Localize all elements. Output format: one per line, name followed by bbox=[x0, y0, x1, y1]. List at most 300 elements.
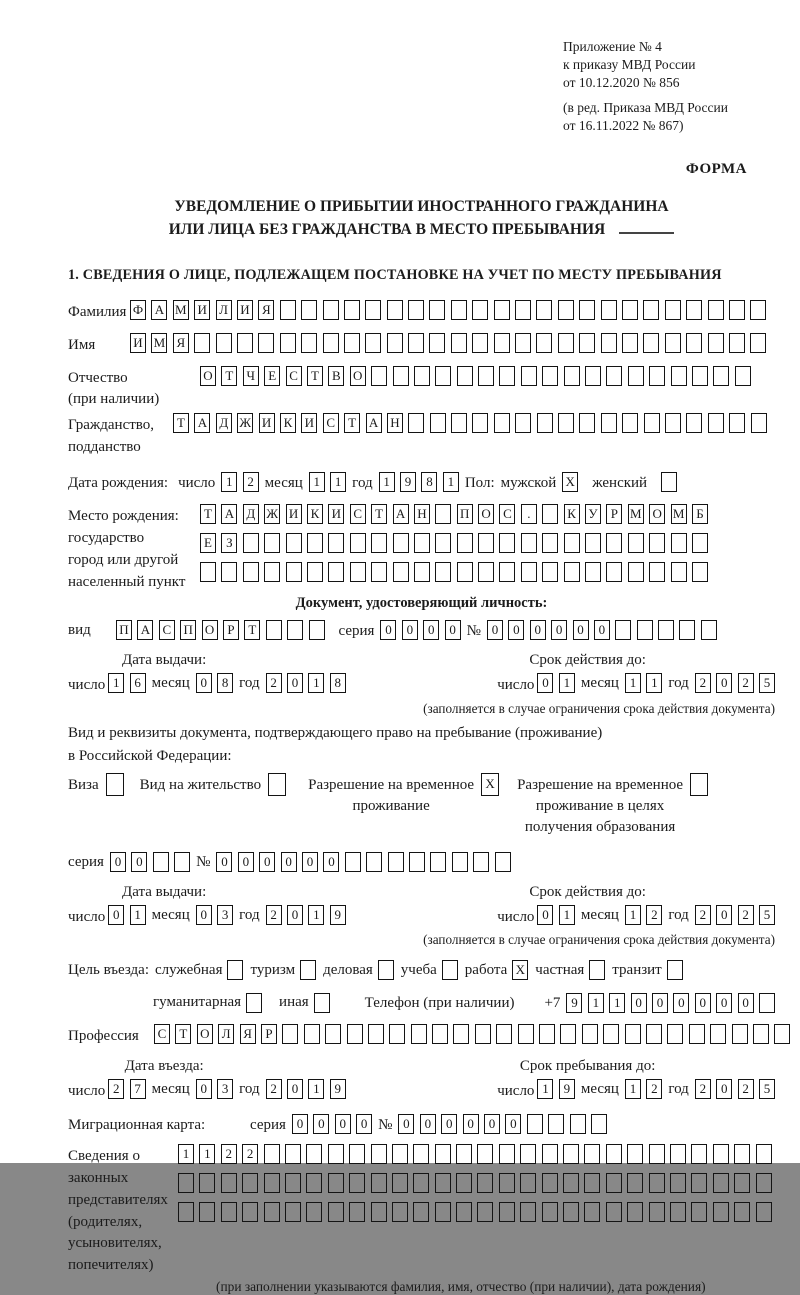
char-cell[interactable] bbox=[264, 533, 280, 553]
char-cell[interactable] bbox=[658, 620, 674, 640]
char-cell[interactable] bbox=[478, 366, 494, 386]
char-cell[interactable] bbox=[753, 1024, 769, 1044]
char-cell[interactable]: Я bbox=[258, 300, 274, 320]
char-cell[interactable]: 2 bbox=[738, 673, 754, 693]
char-cell[interactable] bbox=[691, 1173, 707, 1193]
char-cell[interactable] bbox=[643, 300, 659, 320]
char-cell[interactable]: И bbox=[194, 300, 210, 320]
char-cell[interactable] bbox=[306, 1144, 322, 1164]
char-cell[interactable] bbox=[521, 562, 537, 582]
char-cell[interactable]: 8 bbox=[421, 472, 437, 492]
char-cell[interactable] bbox=[606, 1144, 622, 1164]
char-cell[interactable] bbox=[472, 300, 488, 320]
char-cell[interactable] bbox=[564, 562, 580, 582]
char-cell[interactable] bbox=[368, 1024, 384, 1044]
char-cell[interactable] bbox=[350, 562, 366, 582]
char-cell[interactable]: Н bbox=[387, 413, 403, 433]
char-cell[interactable]: 2 bbox=[221, 1144, 237, 1164]
char-cell[interactable] bbox=[689, 1024, 705, 1044]
char-cell[interactable]: А bbox=[137, 620, 153, 640]
char-cell[interactable] bbox=[264, 1173, 280, 1193]
char-cell[interactable]: 2 bbox=[266, 673, 282, 693]
char-cell[interactable] bbox=[344, 333, 360, 353]
char-cell[interactable] bbox=[371, 366, 387, 386]
char-cell[interactable] bbox=[413, 1202, 429, 1222]
char-cell[interactable]: 1 bbox=[625, 905, 641, 925]
char-cell[interactable]: 0 bbox=[716, 673, 732, 693]
profession-input[interactable] bbox=[154, 1024, 790, 1044]
doc-issue-year[interactable] bbox=[266, 673, 346, 693]
char-cell[interactable] bbox=[413, 1173, 429, 1193]
char-cell[interactable] bbox=[237, 333, 253, 353]
char-cell[interactable] bbox=[393, 366, 409, 386]
char-cell[interactable]: 0 bbox=[573, 620, 589, 640]
residence-issue-day[interactable] bbox=[108, 905, 145, 925]
char-cell[interactable] bbox=[708, 413, 724, 433]
char-cell[interactable] bbox=[734, 1202, 750, 1222]
char-cell[interactable] bbox=[350, 533, 366, 553]
char-cell[interactable] bbox=[478, 562, 494, 582]
char-cell[interactable]: 0 bbox=[287, 1079, 303, 1099]
char-cell[interactable] bbox=[536, 333, 552, 353]
char-cell[interactable] bbox=[735, 366, 751, 386]
char-cell[interactable]: 9 bbox=[400, 472, 416, 492]
char-cell[interactable] bbox=[606, 1202, 622, 1222]
char-cell[interactable] bbox=[387, 300, 403, 320]
residence-series-input[interactable] bbox=[110, 852, 190, 872]
char-cell[interactable]: 0 bbox=[551, 620, 567, 640]
char-cell[interactable] bbox=[539, 1024, 555, 1044]
char-cell[interactable]: У bbox=[585, 504, 601, 524]
char-cell[interactable] bbox=[457, 562, 473, 582]
char-cell[interactable]: 8 bbox=[330, 673, 346, 693]
char-cell[interactable]: 0 bbox=[356, 1114, 372, 1134]
char-cell[interactable]: 0 bbox=[335, 1114, 351, 1134]
char-cell[interactable]: Т bbox=[371, 504, 387, 524]
char-cell[interactable] bbox=[691, 1144, 707, 1164]
char-cell[interactable]: 0 bbox=[420, 1114, 436, 1134]
char-cell[interactable]: 2 bbox=[243, 472, 259, 492]
char-cell[interactable]: 2 bbox=[646, 1079, 662, 1099]
doc-valid-month[interactable] bbox=[625, 673, 662, 693]
char-cell[interactable] bbox=[713, 1173, 729, 1193]
char-cell[interactable] bbox=[606, 366, 622, 386]
char-cell[interactable] bbox=[750, 333, 766, 353]
birth-year-input[interactable] bbox=[379, 472, 459, 492]
char-cell[interactable] bbox=[649, 533, 665, 553]
char-cell[interactable] bbox=[713, 1202, 729, 1222]
doc-valid-day[interactable] bbox=[537, 673, 574, 693]
char-cell[interactable] bbox=[371, 1173, 387, 1193]
char-cell[interactable] bbox=[527, 1114, 543, 1134]
purpose-work-checkbox[interactable] bbox=[512, 960, 528, 980]
char-cell[interactable] bbox=[542, 1173, 558, 1193]
char-cell[interactable] bbox=[520, 1202, 536, 1222]
char-cell[interactable]: О bbox=[200, 366, 216, 386]
char-cell[interactable] bbox=[585, 533, 601, 553]
char-cell[interactable] bbox=[670, 1173, 686, 1193]
char-cell[interactable]: Л bbox=[218, 1024, 234, 1044]
char-cell[interactable] bbox=[499, 366, 515, 386]
char-cell[interactable] bbox=[435, 504, 451, 524]
char-cell[interactable]: 0 bbox=[738, 993, 754, 1013]
char-cell[interactable] bbox=[453, 1024, 469, 1044]
char-cell[interactable] bbox=[264, 1202, 280, 1222]
char-cell[interactable] bbox=[477, 1144, 493, 1164]
char-cell[interactable] bbox=[286, 562, 302, 582]
char-cell[interactable] bbox=[591, 1114, 607, 1134]
char-cell[interactable] bbox=[264, 562, 280, 582]
char-cell[interactable] bbox=[622, 413, 638, 433]
char-cell[interactable] bbox=[432, 1024, 448, 1044]
char-cell[interactable]: О bbox=[197, 1024, 213, 1044]
char-cell[interactable]: 1 bbox=[588, 993, 604, 1013]
char-cell[interactable]: Р bbox=[606, 504, 622, 524]
char-cell[interactable] bbox=[679, 620, 695, 640]
char-cell[interactable]: С bbox=[323, 413, 339, 433]
char-cell[interactable] bbox=[287, 620, 303, 640]
char-cell[interactable]: Т bbox=[344, 413, 360, 433]
char-cell[interactable] bbox=[392, 1202, 408, 1222]
char-cell[interactable]: 0 bbox=[196, 1079, 212, 1099]
char-cell[interactable] bbox=[194, 333, 210, 353]
char-cell[interactable] bbox=[708, 333, 724, 353]
char-cell[interactable] bbox=[637, 620, 653, 640]
char-cell[interactable] bbox=[200, 562, 216, 582]
char-cell[interactable]: 2 bbox=[738, 905, 754, 925]
char-cell[interactable]: П bbox=[116, 620, 132, 640]
char-cell[interactable] bbox=[349, 1144, 365, 1164]
char-cell[interactable]: О bbox=[478, 504, 494, 524]
char-cell[interactable]: 2 bbox=[695, 1079, 711, 1099]
char-cell[interactable] bbox=[409, 852, 425, 872]
char-cell[interactable] bbox=[584, 1202, 600, 1222]
char-cell[interactable] bbox=[564, 533, 580, 553]
char-cell[interactable] bbox=[304, 1024, 320, 1044]
char-cell[interactable]: К bbox=[280, 413, 296, 433]
char-cell[interactable] bbox=[542, 562, 558, 582]
char-cell[interactable]: 0 bbox=[508, 620, 524, 640]
char-cell[interactable] bbox=[408, 333, 424, 353]
purpose-business-checkbox[interactable] bbox=[378, 960, 394, 980]
char-cell[interactable] bbox=[713, 1144, 729, 1164]
char-cell[interactable] bbox=[729, 413, 745, 433]
char-cell[interactable] bbox=[456, 1173, 472, 1193]
char-cell[interactable] bbox=[579, 413, 595, 433]
char-cell[interactable] bbox=[499, 1144, 515, 1164]
char-cell[interactable]: 0 bbox=[402, 620, 418, 640]
char-cell[interactable]: 1 bbox=[308, 1079, 324, 1099]
char-cell[interactable] bbox=[563, 1173, 579, 1193]
residence-issue-year[interactable] bbox=[266, 905, 346, 925]
char-cell[interactable]: 1 bbox=[443, 472, 459, 492]
char-cell[interactable] bbox=[413, 1144, 429, 1164]
char-cell[interactable] bbox=[264, 1144, 280, 1164]
char-cell[interactable] bbox=[579, 300, 595, 320]
char-cell[interactable] bbox=[708, 300, 724, 320]
char-cell[interactable] bbox=[477, 1173, 493, 1193]
char-cell[interactable]: 0 bbox=[463, 1114, 479, 1134]
char-cell[interactable] bbox=[472, 413, 488, 433]
char-cell[interactable]: . bbox=[521, 504, 537, 524]
char-cell[interactable] bbox=[585, 562, 601, 582]
char-cell[interactable] bbox=[307, 533, 323, 553]
char-cell[interactable] bbox=[408, 300, 424, 320]
char-cell[interactable]: Д bbox=[243, 504, 259, 524]
char-cell[interactable]: 5 bbox=[759, 673, 775, 693]
char-cell[interactable] bbox=[756, 1202, 772, 1222]
char-cell[interactable]: И bbox=[286, 504, 302, 524]
char-cell[interactable] bbox=[266, 620, 282, 640]
char-cell[interactable] bbox=[548, 1114, 564, 1134]
char-cell[interactable] bbox=[435, 366, 451, 386]
entry-year[interactable] bbox=[266, 1079, 346, 1099]
stay-day[interactable] bbox=[537, 1079, 574, 1099]
doc-issue-month[interactable] bbox=[196, 673, 233, 693]
doc-type-input[interactable] bbox=[116, 620, 325, 640]
char-cell[interactable]: 1 bbox=[559, 673, 575, 693]
char-cell[interactable] bbox=[242, 1202, 258, 1222]
char-cell[interactable]: 0 bbox=[716, 993, 732, 1013]
purpose-study-checkbox[interactable] bbox=[442, 960, 458, 980]
residence-number-input[interactable] bbox=[216, 852, 510, 872]
char-cell[interactable] bbox=[564, 366, 580, 386]
char-cell[interactable] bbox=[649, 1202, 665, 1222]
char-cell[interactable]: 1 bbox=[199, 1144, 215, 1164]
char-cell[interactable]: Б bbox=[692, 504, 708, 524]
char-cell[interactable] bbox=[285, 1173, 301, 1193]
char-cell[interactable] bbox=[221, 1202, 237, 1222]
char-cell[interactable]: 1 bbox=[609, 993, 625, 1013]
char-cell[interactable] bbox=[692, 366, 708, 386]
option-temp-residence-checkbox[interactable] bbox=[481, 773, 499, 796]
char-cell[interactable]: С bbox=[159, 620, 175, 640]
char-cell[interactable] bbox=[429, 300, 445, 320]
char-cell[interactable] bbox=[378, 960, 394, 980]
migration-series-input[interactable] bbox=[292, 1114, 372, 1134]
char-cell[interactable] bbox=[670, 1202, 686, 1222]
char-cell[interactable] bbox=[606, 1173, 622, 1193]
char-cell[interactable] bbox=[328, 562, 344, 582]
char-cell[interactable] bbox=[542, 533, 558, 553]
char-cell[interactable]: Ч bbox=[243, 366, 259, 386]
char-cell[interactable] bbox=[499, 533, 515, 553]
char-cell[interactable]: 9 bbox=[330, 905, 346, 925]
purpose-humanitarian-checkbox[interactable] bbox=[246, 993, 262, 1013]
char-cell[interactable] bbox=[106, 773, 124, 796]
char-cell[interactable] bbox=[300, 960, 316, 980]
char-cell[interactable] bbox=[451, 413, 467, 433]
char-cell[interactable]: Е bbox=[200, 533, 216, 553]
char-cell[interactable]: И bbox=[328, 504, 344, 524]
char-cell[interactable] bbox=[584, 1144, 600, 1164]
char-cell[interactable] bbox=[606, 562, 622, 582]
char-cell[interactable] bbox=[585, 366, 601, 386]
char-cell[interactable] bbox=[456, 1144, 472, 1164]
char-cell[interactable] bbox=[475, 1024, 491, 1044]
char-cell[interactable] bbox=[242, 1173, 258, 1193]
char-cell[interactable]: 2 bbox=[695, 905, 711, 925]
char-cell[interactable] bbox=[442, 960, 458, 980]
char-cell[interactable] bbox=[477, 1202, 493, 1222]
char-cell[interactable] bbox=[686, 300, 702, 320]
purpose-official-checkbox[interactable] bbox=[227, 960, 243, 980]
char-cell[interactable] bbox=[435, 1202, 451, 1222]
char-cell[interactable] bbox=[452, 852, 468, 872]
char-cell[interactable]: О bbox=[202, 620, 218, 640]
char-cell[interactable] bbox=[665, 333, 681, 353]
char-cell[interactable] bbox=[323, 333, 339, 353]
char-cell[interactable] bbox=[649, 562, 665, 582]
char-cell[interactable] bbox=[496, 1024, 512, 1044]
char-cell[interactable] bbox=[499, 562, 515, 582]
char-cell[interactable] bbox=[558, 333, 574, 353]
char-cell[interactable] bbox=[306, 1202, 322, 1222]
char-cell[interactable] bbox=[457, 366, 473, 386]
char-cell[interactable]: 0 bbox=[441, 1114, 457, 1134]
surname-input[interactable] bbox=[130, 300, 766, 320]
char-cell[interactable] bbox=[622, 300, 638, 320]
char-cell[interactable]: 0 bbox=[673, 993, 689, 1013]
char-cell[interactable] bbox=[515, 413, 531, 433]
char-cell[interactable]: 0 bbox=[631, 993, 647, 1013]
char-cell[interactable]: X bbox=[512, 960, 528, 980]
entry-day[interactable] bbox=[108, 1079, 145, 1099]
char-cell[interactable] bbox=[365, 333, 381, 353]
char-cell[interactable] bbox=[686, 413, 702, 433]
char-cell[interactable] bbox=[584, 1173, 600, 1193]
char-cell[interactable] bbox=[649, 366, 665, 386]
char-cell[interactable] bbox=[301, 300, 317, 320]
stay-year[interactable] bbox=[695, 1079, 775, 1099]
char-cell[interactable] bbox=[286, 533, 302, 553]
char-cell[interactable] bbox=[558, 413, 574, 433]
purpose-other-checkbox[interactable] bbox=[314, 993, 330, 1013]
char-cell[interactable] bbox=[243, 562, 259, 582]
char-cell[interactable]: Д bbox=[216, 413, 232, 433]
char-cell[interactable]: И bbox=[259, 413, 275, 433]
char-cell[interactable] bbox=[371, 562, 387, 582]
char-cell[interactable]: X bbox=[562, 472, 578, 492]
char-cell[interactable]: Я bbox=[173, 333, 189, 353]
char-cell[interactable]: И bbox=[237, 300, 253, 320]
char-cell[interactable]: Т bbox=[200, 504, 216, 524]
char-cell[interactable] bbox=[414, 562, 430, 582]
char-cell[interactable] bbox=[759, 993, 775, 1013]
char-cell[interactable] bbox=[472, 333, 488, 353]
char-cell[interactable]: 8 bbox=[217, 673, 233, 693]
char-cell[interactable] bbox=[389, 1024, 405, 1044]
char-cell[interactable] bbox=[627, 1144, 643, 1164]
migration-number-input[interactable] bbox=[398, 1114, 607, 1134]
doc-valid-year[interactable] bbox=[695, 673, 775, 693]
char-cell[interactable] bbox=[520, 1173, 536, 1193]
char-cell[interactable] bbox=[366, 852, 382, 872]
char-cell[interactable] bbox=[606, 533, 622, 553]
char-cell[interactable] bbox=[518, 1024, 534, 1044]
char-cell[interactable] bbox=[601, 300, 617, 320]
char-cell[interactable]: Т bbox=[175, 1024, 191, 1044]
char-cell[interactable] bbox=[429, 333, 445, 353]
citizenship-input[interactable] bbox=[173, 413, 767, 433]
char-cell[interactable] bbox=[246, 993, 262, 1013]
name-input[interactable] bbox=[130, 333, 766, 353]
char-cell[interactable]: 1 bbox=[308, 905, 324, 925]
char-cell[interactable] bbox=[301, 333, 317, 353]
char-cell[interactable]: М bbox=[671, 504, 687, 524]
char-cell[interactable] bbox=[435, 562, 451, 582]
char-cell[interactable] bbox=[701, 620, 717, 640]
char-cell[interactable] bbox=[345, 852, 361, 872]
char-cell[interactable]: 1 bbox=[559, 905, 575, 925]
char-cell[interactable] bbox=[349, 1202, 365, 1222]
char-cell[interactable]: 0 bbox=[287, 673, 303, 693]
char-cell[interactable] bbox=[435, 533, 451, 553]
char-cell[interactable] bbox=[601, 333, 617, 353]
char-cell[interactable]: 1 bbox=[625, 1079, 641, 1099]
char-cell[interactable] bbox=[393, 533, 409, 553]
char-cell[interactable] bbox=[430, 852, 446, 872]
char-cell[interactable]: 2 bbox=[695, 673, 711, 693]
char-cell[interactable] bbox=[667, 1024, 683, 1044]
char-cell[interactable] bbox=[665, 300, 681, 320]
char-cell[interactable]: 2 bbox=[108, 1079, 124, 1099]
entry-month[interactable] bbox=[196, 1079, 233, 1099]
char-cell[interactable] bbox=[713, 366, 729, 386]
char-cell[interactable] bbox=[671, 366, 687, 386]
char-cell[interactable] bbox=[628, 562, 644, 582]
char-cell[interactable]: Т bbox=[221, 366, 237, 386]
char-cell[interactable]: 0 bbox=[487, 620, 503, 640]
char-cell[interactable] bbox=[451, 300, 467, 320]
char-cell[interactable]: Ж bbox=[264, 504, 280, 524]
char-cell[interactable] bbox=[499, 1202, 515, 1222]
char-cell[interactable] bbox=[393, 562, 409, 582]
char-cell[interactable]: 0 bbox=[398, 1114, 414, 1134]
char-cell[interactable] bbox=[665, 413, 681, 433]
char-cell[interactable]: 1 bbox=[330, 472, 346, 492]
char-cell[interactable]: 0 bbox=[445, 620, 461, 640]
char-cell[interactable] bbox=[750, 300, 766, 320]
char-cell[interactable] bbox=[199, 1173, 215, 1193]
char-cell[interactable] bbox=[221, 1173, 237, 1193]
char-cell[interactable] bbox=[563, 1202, 579, 1222]
char-cell[interactable] bbox=[625, 1024, 641, 1044]
char-cell[interactable] bbox=[457, 533, 473, 553]
char-cell[interactable]: 0 bbox=[196, 905, 212, 925]
char-cell[interactable] bbox=[579, 333, 595, 353]
char-cell[interactable] bbox=[627, 1173, 643, 1193]
char-cell[interactable]: 0 bbox=[695, 993, 711, 1013]
char-cell[interactable]: Т bbox=[244, 620, 260, 640]
char-cell[interactable] bbox=[649, 1173, 665, 1193]
char-cell[interactable] bbox=[582, 1024, 598, 1044]
char-cell[interactable] bbox=[691, 1202, 707, 1222]
char-cell[interactable]: Я bbox=[240, 1024, 256, 1044]
char-cell[interactable] bbox=[451, 333, 467, 353]
char-cell[interactable] bbox=[671, 533, 687, 553]
char-cell[interactable]: 0 bbox=[380, 620, 396, 640]
char-cell[interactable] bbox=[473, 852, 489, 872]
char-cell[interactable]: Л bbox=[216, 300, 232, 320]
char-cell[interactable] bbox=[268, 773, 286, 796]
char-cell[interactable] bbox=[227, 960, 243, 980]
char-cell[interactable] bbox=[323, 300, 339, 320]
char-cell[interactable]: 2 bbox=[646, 905, 662, 925]
residence-valid-month[interactable] bbox=[625, 905, 662, 925]
char-cell[interactable] bbox=[328, 1173, 344, 1193]
char-cell[interactable] bbox=[692, 562, 708, 582]
